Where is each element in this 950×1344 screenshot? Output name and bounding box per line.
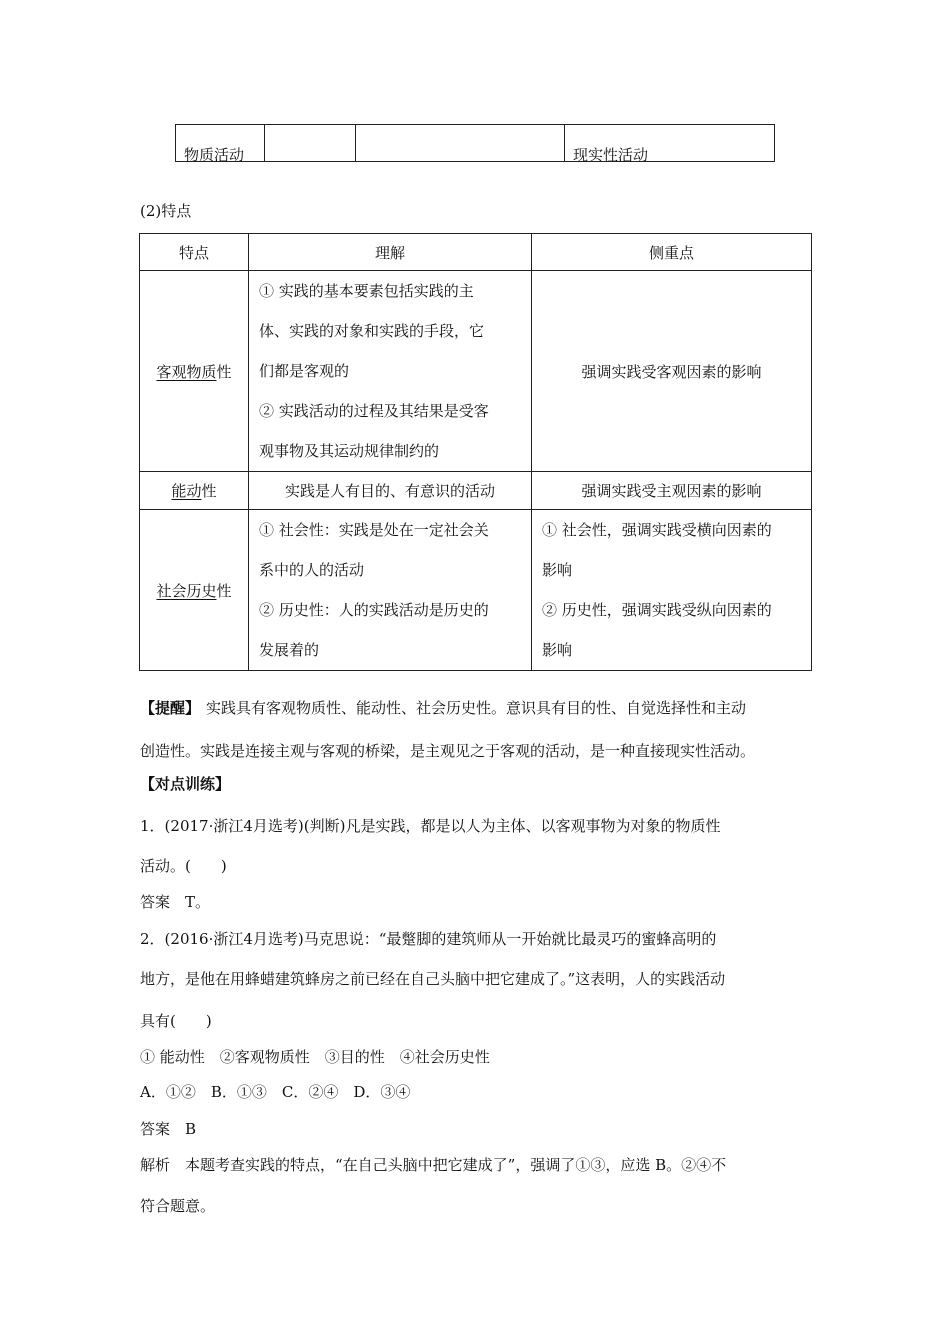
emphasis-cell: ① 社会性，强调实践受横向因素的 影响 ② 历史性，强调实践受纵向因素的 影响 [532, 510, 812, 671]
features-table [139, 233, 812, 671]
q2-line-1: 2．(2016·浙江4月选考)马克思说：“最蹩脚的建筑师从一开始就比最灵巧的蜜蜂高明的 [140, 930, 717, 948]
top-table-cell [265, 125, 356, 162]
understanding-cell: ① 社会性：实践是处在一定社会关 系中的人的活动 ② 历史性：人的实践活动是历史的 发展着的 [249, 510, 532, 671]
reminder-line-1: 【提醒】 实践具有客观物质性、能动性、社会历史性。意识具有目的性、自觉选择性和主动 [140, 699, 747, 717]
feature-cell: 能动性 [140, 472, 249, 510]
q2-line-3: 具有( ) [140, 1012, 212, 1030]
table-row [140, 472, 812, 510]
reminder-line-2: 创造性。实践是连接主观与客观的桥梁，是主观见之于客观的活动，是一种直接现实性活动。 [140, 742, 756, 760]
feature-cell: 客观物质性 [140, 271, 249, 472]
q2-analysis-line-1: 解析 本题考查实践的特点，“在自己头脑中把它建成了”，强调了①③，应选 B。②④不 [140, 1156, 727, 1174]
q1-answer: 答案 T。 [140, 893, 211, 911]
reminder-label: 【提醒】 [140, 699, 201, 717]
table-header-row [140, 234, 812, 271]
training-title: 【对点训练】 [140, 775, 231, 793]
understanding-cell: ① 实践的基本要素包括实践的主 体、实践的对象和实践的手段，它 们都是客观的 ② 实践活动的过程及其结果是受客 观事物及其运动规律制约的 [249, 271, 532, 472]
top-table-cell: 现实性活动 [565, 125, 775, 162]
q2-analysis-line-2: 符合题意。 [140, 1197, 216, 1215]
top-partial-table [175, 124, 775, 162]
understanding-cell: 实践是人有目的、有意识的活动 [249, 472, 532, 510]
header-emphasis: 侧重点 [532, 234, 812, 271]
header-understanding: 理解 [249, 234, 532, 271]
emphasis-cell: 强调实践受主观因素的影响 [532, 472, 812, 510]
q2-line-2: 地方，是他在用蜂蜡建筑蜂房之前已经在自己头脑中把它建成了。”这表明，人的实践活动 [140, 970, 726, 988]
q2-choices: A．①② B．①③ C．②④ D．③④ [140, 1083, 411, 1101]
top-table-cell: 物质活动 [176, 125, 265, 162]
header-feature: 特点 [140, 234, 249, 271]
q2-answer: 答案 B [140, 1120, 197, 1138]
section-title: (2)特点 [140, 202, 192, 220]
q1-line-2: 活动。( ) [140, 857, 227, 875]
top-table-cell [356, 125, 565, 162]
emphasis-cell: 强调实践受客观因素的影响 [532, 271, 812, 472]
feature-cell: 社会历史性 [140, 510, 249, 671]
q1-line-1: 1．(2017·浙江4月选考)(判断)凡是实践，都是以人为主体、以客观事物为对象的物质性 [140, 817, 721, 835]
q2-options: ① 能动性 ②客观物质性 ③目的性 ④社会历史性 [140, 1048, 490, 1066]
table-row [140, 271, 812, 472]
table-row [140, 510, 812, 671]
